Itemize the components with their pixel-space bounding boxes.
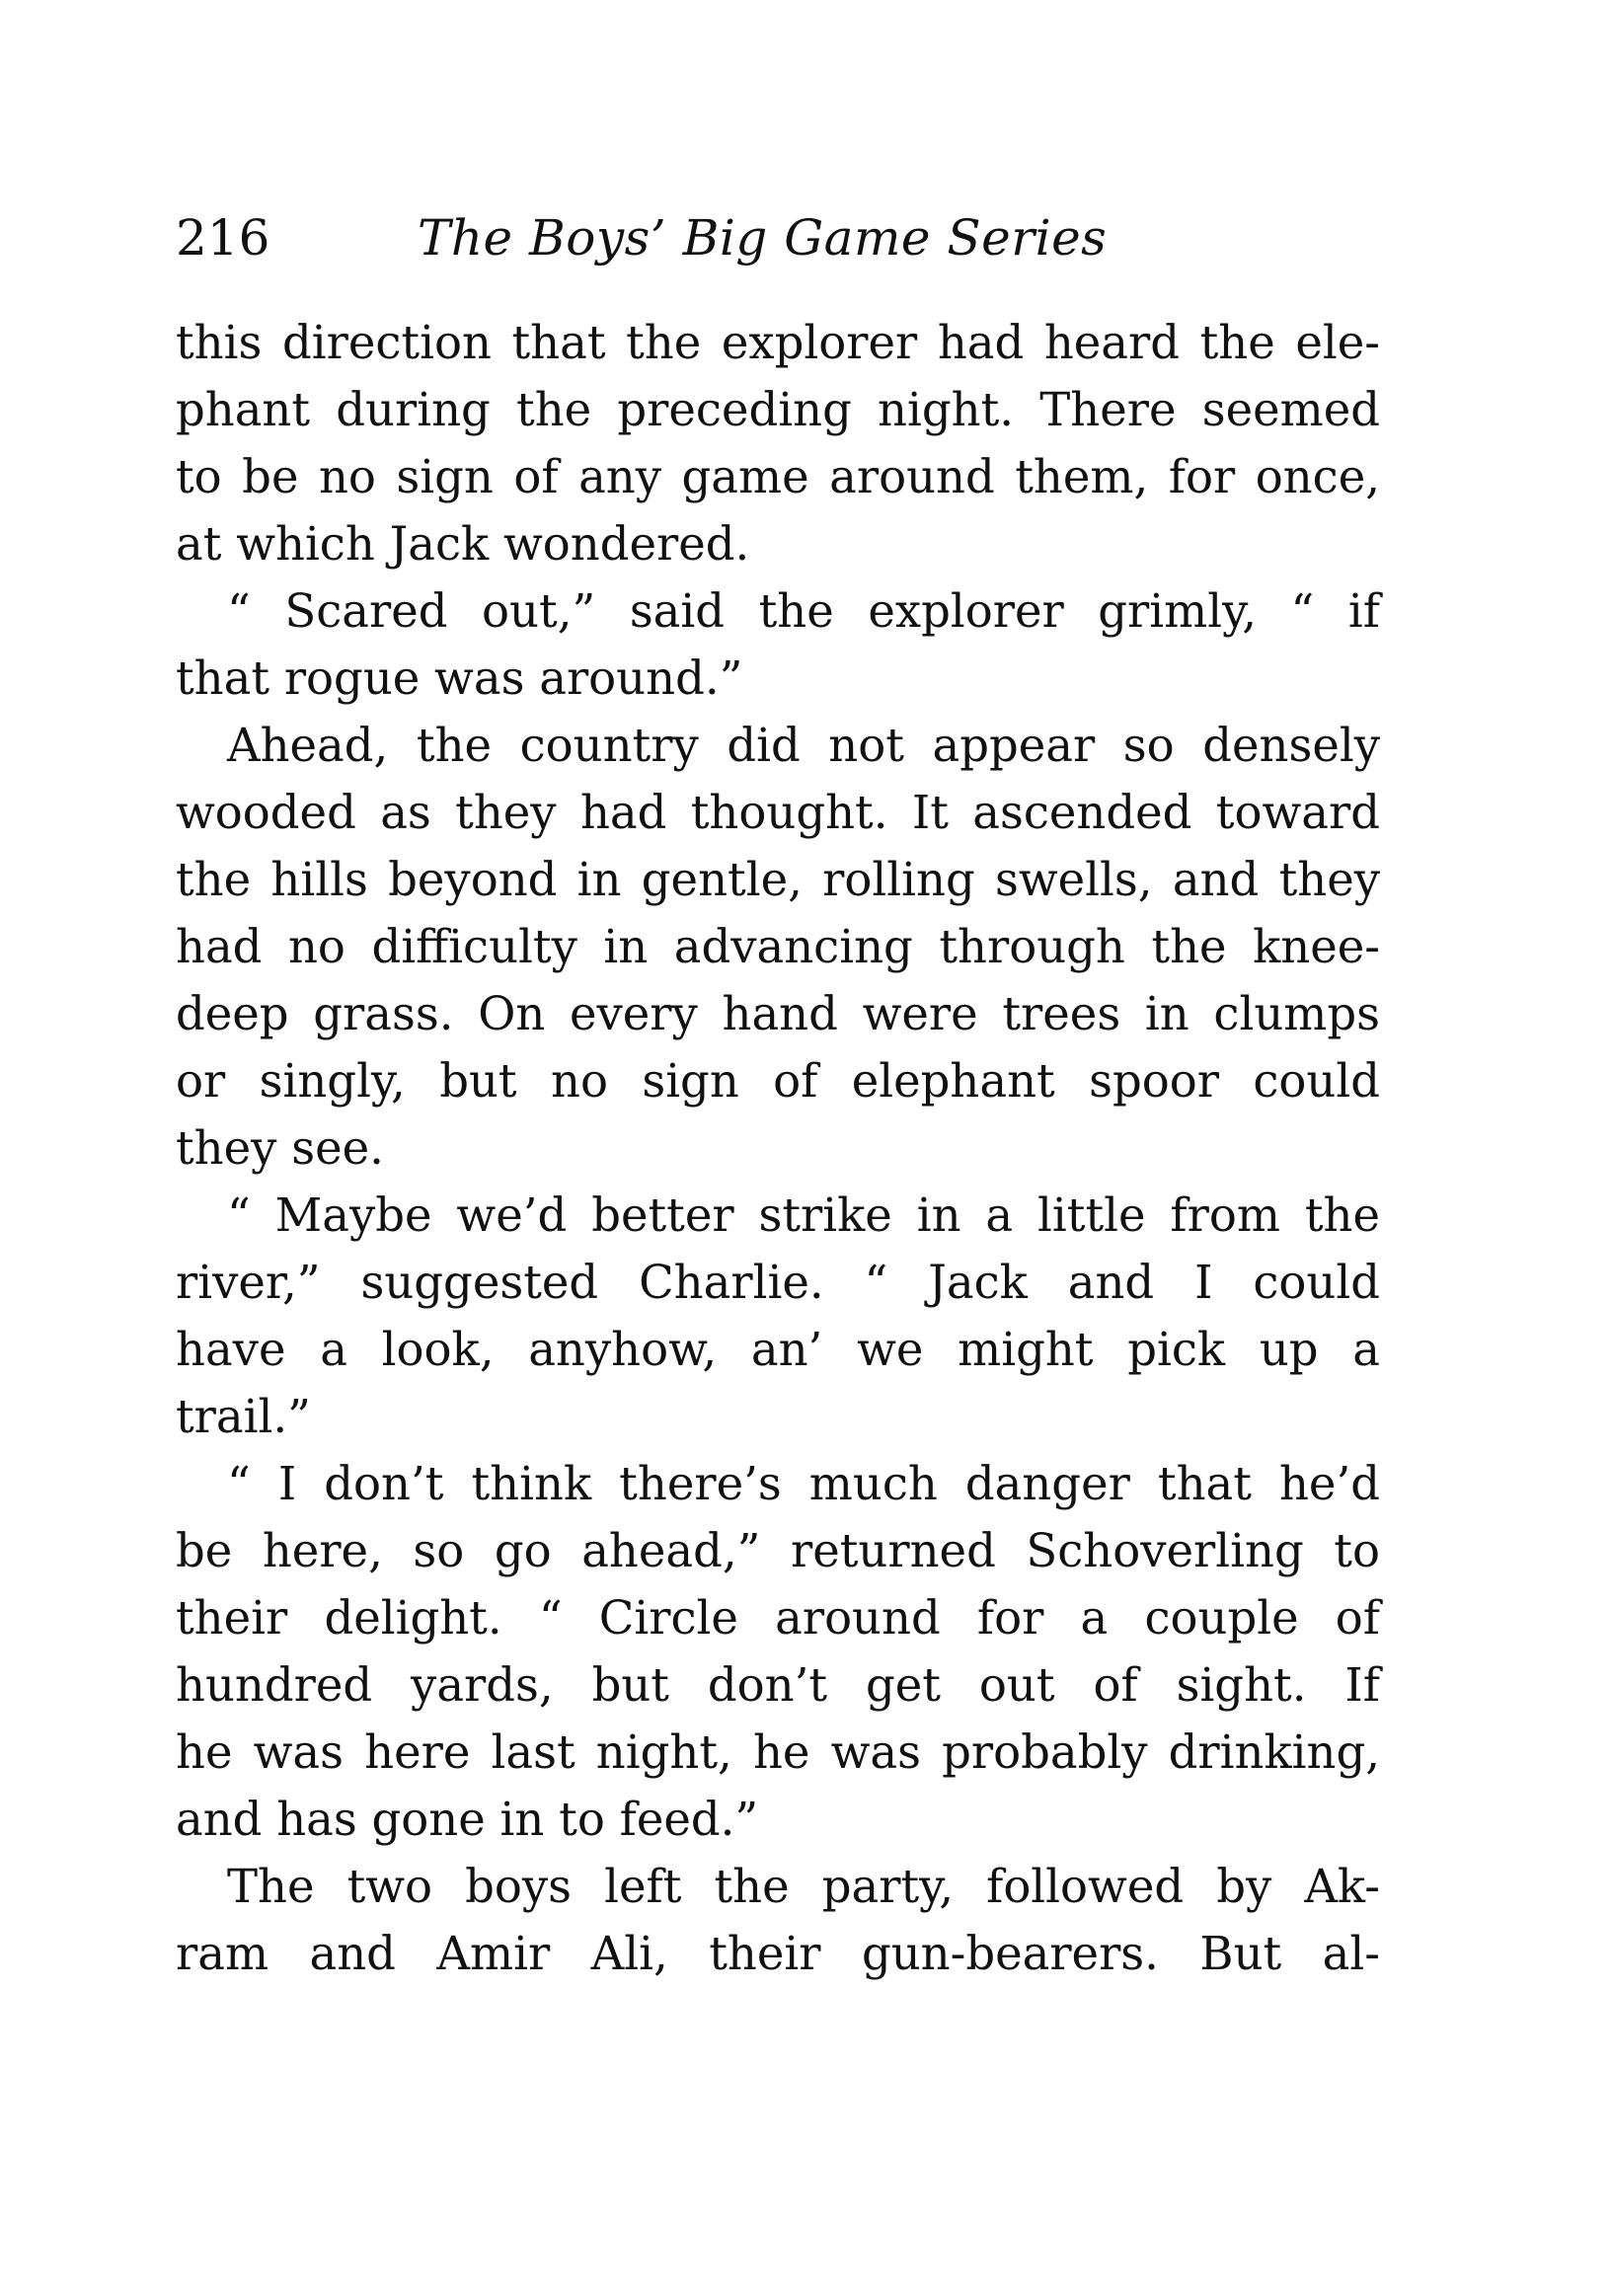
text-line: wooded as they had thought. It ascended toward bbox=[176, 786, 1380, 839]
text-line: “ Maybe we’d better strike in a little from the bbox=[227, 1188, 1380, 1242]
text-line: ram and Amir Ali, their gun-bearers. But al- bbox=[176, 1927, 1380, 1980]
text-line: had no difficulty in advancing through the knee- bbox=[176, 920, 1380, 973]
body-text bbox=[176, 309, 1380, 1987]
paragraph bbox=[176, 712, 1380, 1182]
page-number: 216 bbox=[176, 209, 270, 267]
text-line: to be no sign of any game around them, for once, bbox=[176, 450, 1380, 503]
paragraph bbox=[176, 577, 1380, 712]
page-header bbox=[176, 203, 1380, 272]
text-line: or singly, but no sign of elephant spoor could bbox=[176, 1054, 1380, 1108]
text-line: be here, so go ahead,” returned Schoverling to bbox=[176, 1524, 1380, 1577]
text-line: they see. bbox=[176, 1121, 384, 1175]
running-title: The Boys’ Big Game Series bbox=[418, 209, 1108, 267]
text-line: he was here last night, he was probably drinking, bbox=[176, 1725, 1380, 1779]
text-line: “ Scared out,” said the explorer grimly, “ if bbox=[227, 584, 1380, 638]
text-line: The two boys left the party, followed by Ak- bbox=[227, 1860, 1380, 1913]
paragraph bbox=[176, 1182, 1380, 1450]
paragraph bbox=[176, 1450, 1380, 1853]
text-line: this direction that the explorer had heard the ele- bbox=[176, 316, 1380, 369]
text-line: that rogue was around.” bbox=[176, 651, 743, 705]
text-line: Ahead, the country did not appear so densely bbox=[227, 719, 1380, 772]
text-line: have a look, anyhow, an’ we might pick up a bbox=[176, 1323, 1380, 1376]
text-line: hundred yards, but don’t get out of sight. If bbox=[176, 1658, 1380, 1712]
text-line: phant during the preceding night. There seemed bbox=[176, 383, 1380, 436]
text-line: trail.” bbox=[176, 1390, 311, 1443]
paragraph bbox=[176, 309, 1380, 577]
text-line: and has gone in to feed.” bbox=[176, 1793, 759, 1846]
paragraph bbox=[176, 1853, 1380, 1987]
text-line: deep grass. On every hand were trees in clumps bbox=[176, 987, 1380, 1040]
text-line: their delight. “ Circle around for a couple of bbox=[176, 1591, 1380, 1645]
text-line: “ I don’t think there’s much danger that he’d bbox=[227, 1457, 1380, 1510]
text-line: at which Jack wondered. bbox=[176, 517, 750, 571]
text-line: the hills beyond in gentle, rolling swells, and they bbox=[176, 853, 1380, 906]
text-line: river,” suggested Charlie. “ Jack and I could bbox=[176, 1256, 1380, 1309]
